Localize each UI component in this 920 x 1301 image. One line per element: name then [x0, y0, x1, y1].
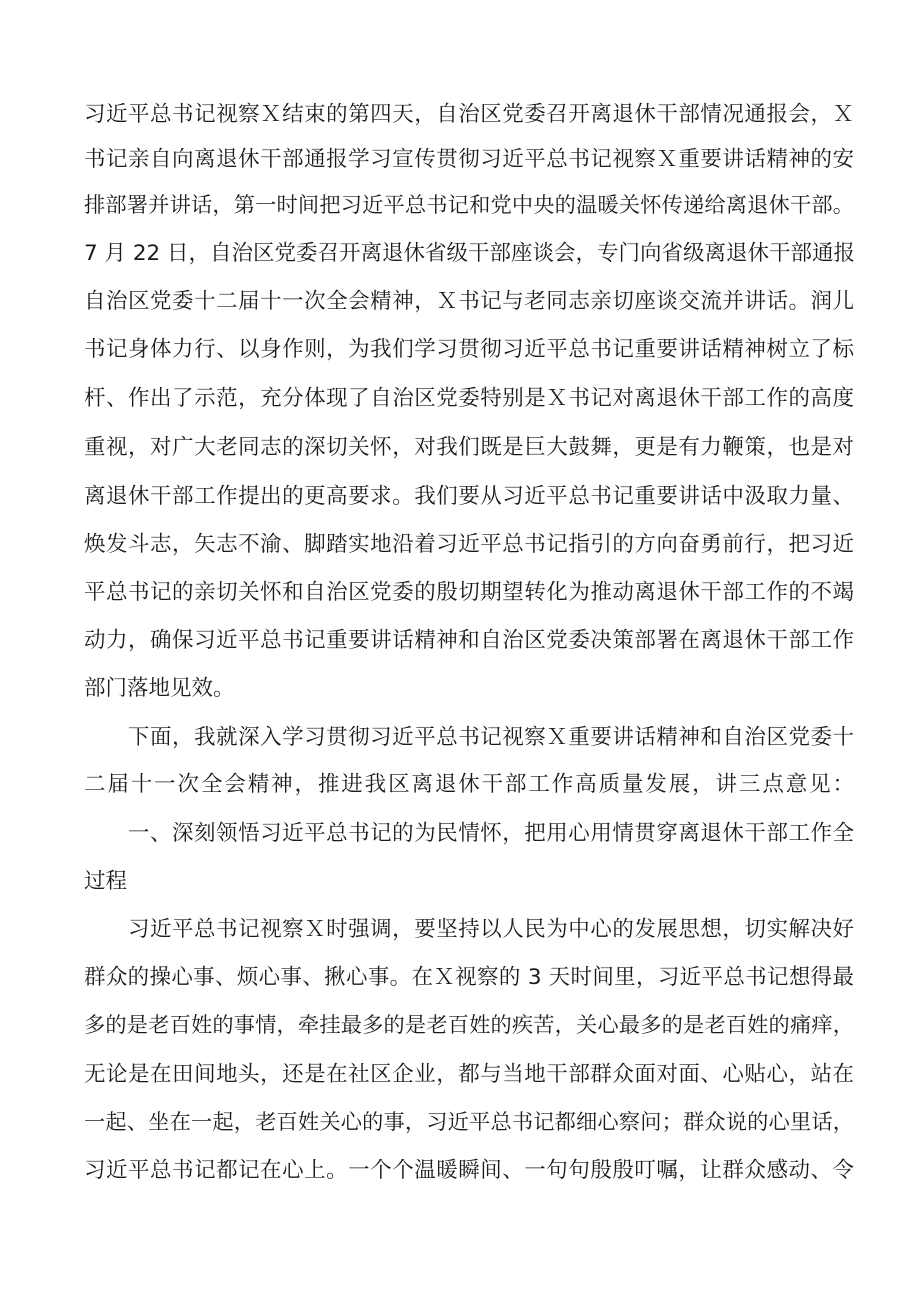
paragraph-line: 7 月 22 日，自治区党委召开离退休省级干部座谈会，专门向省级离退休干部通报 [84, 241, 856, 266]
paragraph-line: 习近平总书记都记在心上。一个个温暖瞬间、一句句殷殷叮嘱，让群众感动、令 [84, 1158, 854, 1183]
paragraph-line: 动力，确保习近平总书记重要讲话精神和自治区党委决策部署在离退休干部工作 [84, 628, 854, 653]
section-heading-line: 一、深刻领悟习近平总书记的为民情怀，把用心用情贯穿离退休干部工作全 [128, 821, 854, 846]
paragraph-line: 书记亲自向离退休干部通报学习宣传贯彻习近平总书记视察Ｘ重要讲话精神的安 [84, 147, 854, 172]
paragraph-line: 排部署并讲话，第一时间把习近平总书记和党中央的温暖关怀传递给离退休干部。 [84, 193, 854, 218]
paragraph-line: 习近平总书记视察Ｘ结束的第四天，自治区党委召开离退休干部情况通报会，Ｘ [84, 102, 854, 127]
paragraph-line: 平总书记的亲切关怀和自治区党委的殷切期望转化为推动离退休干部工作的不竭 [84, 580, 854, 605]
paragraph-line: 自治区党委十二届十一次全会精神，Ｘ书记与老同志亲切座谈交流并讲话。润儿 [84, 289, 854, 314]
section-heading-line: 过程 [84, 869, 128, 894]
paragraph-line: 一起、坐在一起，老百姓关心的事，习近平总书记都细心察问；群众说的心里话， [84, 1110, 854, 1135]
paragraph-line: 习近平总书记视察Ｘ时强调，要坚持以人民为中心的发展思想，切实解决好 [128, 917, 854, 942]
paragraph-line: 杆、作出了示范，充分体现了自治区党委特别是Ｘ书记对离退休干部工作的高度 [84, 386, 854, 411]
paragraph-line: 群众的操心事、烦心事、揪心事。在Ｘ视察的 3 天时间里，习近平总书记想得最 [84, 965, 854, 990]
paragraph-line: 部门落地见效。 [84, 676, 235, 701]
paragraph-line: 下面，我就深入学习贯彻习近平总书记视察Ｘ重要讲话精神和自治区党委十 [128, 725, 854, 750]
paragraph-line: 离退休干部工作提出的更高要求。我们要从习近平总书记重要讲话中汲取力量、 [84, 484, 854, 509]
paragraph-line: 焕发斗志，矢志不渝、脚踏实地沿着习近平总书记指引的方向奋勇前行，把习近 [84, 532, 854, 557]
paragraph-line: 多的是老百姓的事情，牵挂最多的是老百姓的疾苦，关心最多的是老百姓的痛痒， [84, 1013, 854, 1038]
paragraph-line: 无论是在田间地头，还是在社区企业，都与当地干部群众面对面、心贴心，站在 [84, 1062, 854, 1087]
paragraph-line: 重视，对广大老同志的深切关怀，对我们既是巨大鼓舞，更是有力鞭策，也是对 [84, 435, 854, 460]
paragraph-line: 书记身体力行、以身作则，为我们学习贯彻习近平总书记重要讲话精神树立了标 [84, 337, 854, 362]
paragraph-line: 二届十一次全会精神，推进我区离退休干部工作高质量发展，讲三点意见： [84, 772, 854, 797]
